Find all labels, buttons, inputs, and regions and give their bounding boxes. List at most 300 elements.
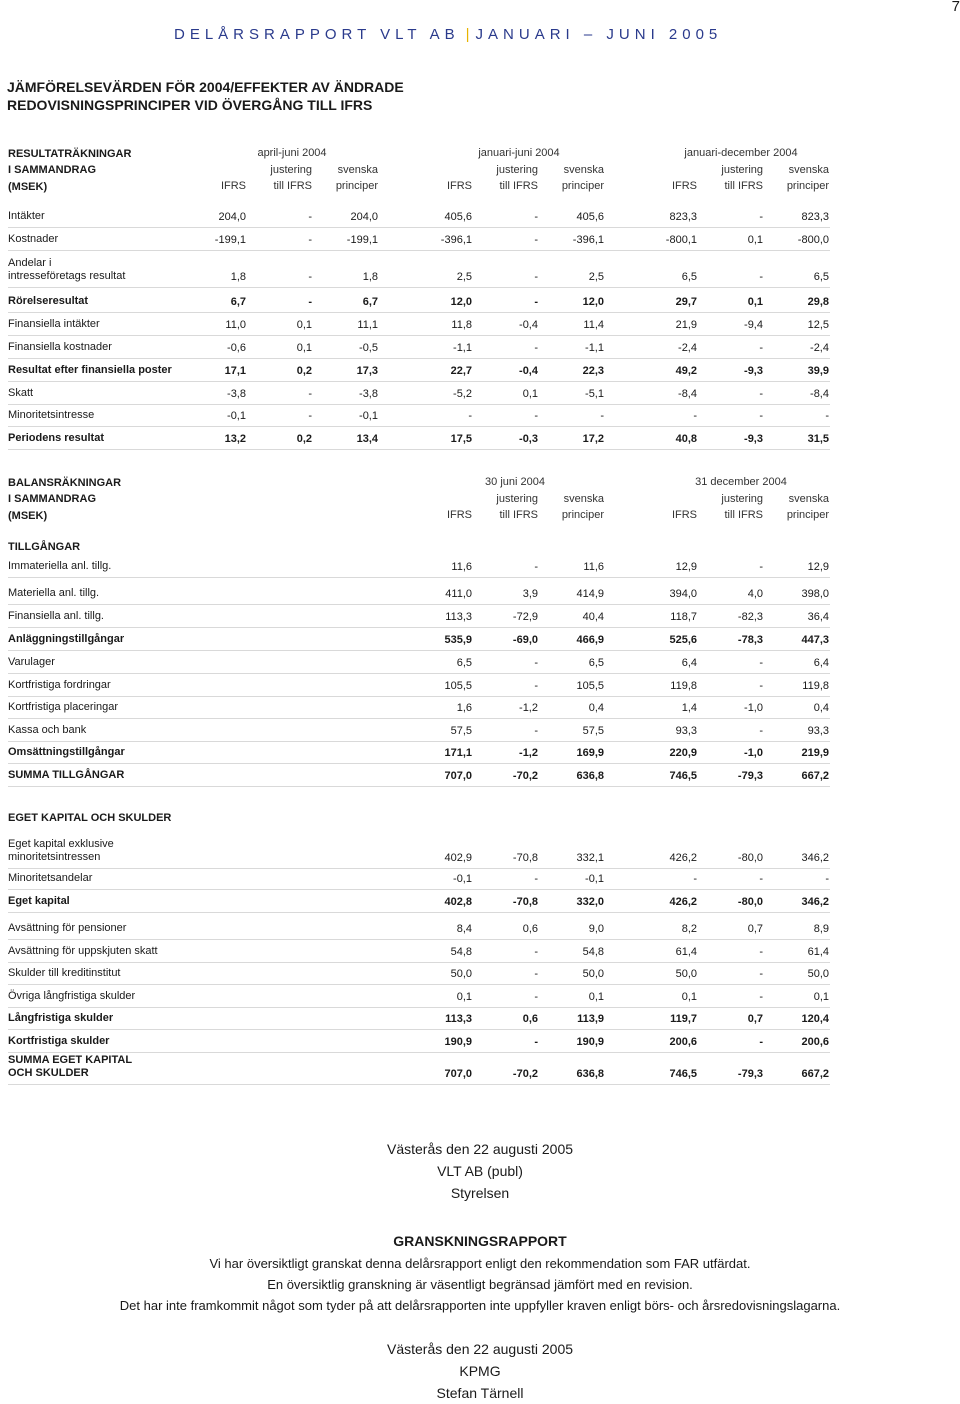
income-col-bottom: principer <box>786 180 829 192</box>
asset-row-label: Omsättningstillgångar <box>8 746 125 758</box>
income-cell: - <box>759 410 763 422</box>
asset-cell: -1,2 <box>519 747 538 759</box>
income-cell: 0,1 <box>296 342 312 354</box>
liability-cell: -80,0 <box>737 852 763 864</box>
asset-cell: 0,4 <box>813 702 829 714</box>
income-cell: 12,5 <box>807 319 829 331</box>
income-col-top: svenska <box>563 164 604 176</box>
liability-row <box>8 1007 830 1030</box>
asset-cell: 93,3 <box>675 725 697 737</box>
liability-row-label: Kortfristiga skulder <box>8 1035 110 1047</box>
liability-cell: 0,1 <box>681 991 697 1003</box>
liability-cell: 120,4 <box>801 1013 829 1025</box>
liability-row <box>8 890 830 913</box>
income-row-label: Andelar i intresseföretags resultat <box>8 257 126 282</box>
income-cell: 22,3 <box>582 365 604 377</box>
liability-cell: 402,9 <box>444 852 472 864</box>
income-cell: 31,5 <box>807 433 829 445</box>
income-cell: 17,3 <box>356 365 378 377</box>
asset-row-label: Finansiella anl. tillg. <box>8 610 104 622</box>
liability-cell: 667,2 <box>801 1068 829 1080</box>
balance-col-bottom: principer <box>561 509 604 521</box>
income-cell: - <box>759 271 763 283</box>
income-cell: - <box>534 234 538 246</box>
balance-col-top: svenska <box>563 493 604 505</box>
liability-cell: - <box>759 968 763 980</box>
liability-cell: - <box>693 873 697 885</box>
income-cell: 6,7 <box>362 296 378 308</box>
asset-cell: 169,9 <box>576 747 604 759</box>
asset-cell: - <box>759 725 763 737</box>
balance-col-bottom: till IFRS <box>499 509 538 521</box>
liability-cell: 113,3 <box>445 1013 472 1025</box>
income-cell: 21,9 <box>675 319 697 331</box>
income-col-bottom: principer <box>561 180 604 192</box>
income-cell: 0,2 <box>296 433 312 445</box>
asset-cell: 0,4 <box>588 702 604 714</box>
liability-cell: 113,9 <box>577 1013 604 1025</box>
income-cell: -2,4 <box>678 342 697 354</box>
liability-row-label: Eget kapital exklusive minoritetsintressen <box>8 838 114 863</box>
liability-row-label: Övriga långfristiga skulder <box>8 990 136 1002</box>
asset-cell: 57,5 <box>582 725 604 737</box>
income-cell: -9,3 <box>744 365 763 377</box>
balance-heading-2: I SAMMANDRAG <box>8 493 96 505</box>
asset-cell: 113,3 <box>445 611 472 623</box>
liability-cell: 0,1 <box>456 991 472 1003</box>
income-cell: -396,1 <box>572 234 604 246</box>
liability-cell: 8,2 <box>681 923 697 935</box>
income-col-bottom: till IFRS <box>499 180 538 192</box>
income-cell: 823,3 <box>801 211 829 223</box>
asset-cell: 6,4 <box>813 657 829 669</box>
income-cell: 17,2 <box>582 433 604 445</box>
income-cell: 12,0 <box>582 296 604 308</box>
asset-cell: -1,0 <box>744 702 763 714</box>
balance-period-label: 31 december 2004 <box>695 476 787 488</box>
liability-cell: 346,2 <box>801 852 829 864</box>
asset-cell: 11,6 <box>583 561 604 573</box>
income-col-top: justering <box>721 164 763 176</box>
income-heading-2: I SAMMANDRAG <box>8 164 96 176</box>
income-cell: -0,6 <box>227 342 246 354</box>
board-signature <box>0 1138 960 1204</box>
asset-cell: 447,3 <box>801 634 829 646</box>
asset-cell: 11,6 <box>451 561 472 573</box>
asset-row-label: Immateriella anl. tillg. <box>8 560 112 572</box>
income-col-top: justering <box>496 164 538 176</box>
income-cell: 0,1 <box>747 234 763 246</box>
income-row <box>8 313 830 336</box>
income-col-bottom: IFRS <box>671 180 697 192</box>
income-row-label: Resultat efter finansiella poster <box>8 364 172 376</box>
income-cell: - <box>759 342 763 354</box>
asset-row <box>8 719 830 742</box>
income-row <box>8 253 830 288</box>
liabilities-title: EGET KAPITAL OCH SKULDER <box>8 812 172 824</box>
liability-cell: - <box>759 873 763 885</box>
income-cell: 0,1 <box>747 296 763 308</box>
title-line-2: REDOVISNINGSPRINCIPER VID ÖVERGÅNG TILL IFRS <box>7 97 373 113</box>
income-cell: 2,5 <box>588 271 604 283</box>
income-cell: -0,4 <box>519 365 538 377</box>
income-cell: 204,0 <box>350 211 378 223</box>
liability-cell: 746,5 <box>669 1068 697 1080</box>
asset-cell: 105,5 <box>576 680 604 692</box>
signature-place-date: Västerås den 22 augusti 2005 <box>386 1141 574 1157</box>
liability-row <box>8 1050 830 1085</box>
liability-cell: 332,0 <box>576 896 604 908</box>
income-cell: 11,0 <box>225 319 246 331</box>
auditor-signature <box>0 1338 960 1404</box>
title-line-1: JÄMFÖRELSEVÄRDEN FÖR 2004/EFFEKTER AV ÄNDRADE <box>7 79 404 95</box>
liability-cell: 54,8 <box>450 946 472 958</box>
asset-cell: 1,4 <box>681 702 697 714</box>
income-row-label: Skatt <box>8 387 34 399</box>
income-cell: -0,3 <box>519 433 538 445</box>
asset-cell: - <box>759 680 763 692</box>
income-cell: - <box>468 410 472 422</box>
liability-cell: 426,2 <box>669 896 697 908</box>
income-col-bottom: IFRS <box>220 180 246 192</box>
asset-cell: -72,9 <box>512 611 538 623</box>
liability-cell: -0,1 <box>453 873 472 885</box>
asset-cell: 40,4 <box>582 611 604 623</box>
liability-cell: 50,0 <box>675 968 697 980</box>
asset-cell: 119,8 <box>670 680 697 692</box>
income-cell: 13,2 <box>224 433 246 445</box>
income-col-top: svenska <box>788 164 829 176</box>
review-line-1: Vi har översiktligt granskat denna delårsrapport enligt den rekommendation som FAR utfärdat. <box>209 1256 751 1271</box>
asset-cell: 219,9 <box>801 747 829 759</box>
income-heading-1: RESULTATRÄKNINGAR <box>8 148 132 160</box>
asset-cell: - <box>534 561 538 573</box>
liability-cell: 0,7 <box>747 923 763 935</box>
balance-col-bottom: till IFRS <box>724 509 763 521</box>
asset-row-label: Kortfristiga placeringar <box>8 701 119 713</box>
income-cell: - <box>600 410 604 422</box>
income-cell: -800,0 <box>797 234 829 246</box>
income-cell: -199,1 <box>214 234 246 246</box>
income-cell: - <box>534 271 538 283</box>
liability-cell: 8,4 <box>456 923 472 935</box>
income-cell: 0,2 <box>296 365 312 377</box>
asset-cell: 6,5 <box>588 657 604 669</box>
signature-company: VLT AB (publ) <box>437 1163 523 1179</box>
liability-cell: - <box>534 1036 538 1048</box>
liability-cell: 190,9 <box>444 1036 472 1048</box>
income-cell: -9,4 <box>744 319 763 331</box>
asset-cell: 220,9 <box>669 747 697 759</box>
income-cell: 6,7 <box>230 296 246 308</box>
auditor-place-date: Västerås den 22 augusti 2005 <box>386 1341 574 1357</box>
income-cell: - <box>759 211 763 223</box>
liability-cell: - <box>825 873 829 885</box>
asset-cell: 411,0 <box>445 588 472 600</box>
liability-cell: -70,8 <box>512 852 538 864</box>
income-cell: 40,8 <box>675 433 697 445</box>
liability-cell: 50,0 <box>807 968 829 980</box>
balance-heading-1: BALANSRÄKNINGAR <box>8 477 122 489</box>
asset-cell: - <box>534 657 538 669</box>
liability-cell: 200,6 <box>669 1036 697 1048</box>
liability-cell: 707,0 <box>444 1068 472 1080</box>
liability-cell: 332,1 <box>576 852 604 864</box>
income-heading-3: (MSEK) <box>8 181 48 193</box>
liability-cell: - <box>534 991 538 1003</box>
liability-cell: -79,3 <box>737 1068 763 1080</box>
header-right: JANUARI – JUNI 2005 <box>475 26 723 43</box>
liability-cell: 119,7 <box>670 1013 697 1025</box>
income-cell: 11,8 <box>451 319 472 331</box>
income-cell: - <box>308 211 312 223</box>
income-cell: 405,6 <box>576 211 604 223</box>
asset-row <box>8 764 830 787</box>
balance-period-label: 30 juni 2004 <box>485 476 545 488</box>
income-cell: - <box>534 211 538 223</box>
asset-row <box>8 651 830 674</box>
page-number: 7 <box>951 0 960 15</box>
liability-cell: - <box>759 1036 763 1048</box>
income-row-label: Finansiella intäkter <box>8 318 100 330</box>
income-row <box>8 359 830 382</box>
review-title: GRANSKNINGSRAPPORT <box>393 1233 567 1249</box>
asset-cell: 636,8 <box>576 770 604 782</box>
liability-cell: - <box>534 873 538 885</box>
income-cell: - <box>534 296 538 308</box>
income-row-label: Minoritetsintresse <box>8 409 95 421</box>
asset-row-label: Materiella anl. tillg. <box>8 587 100 599</box>
income-cell: - <box>308 388 312 400</box>
asset-cell: 707,0 <box>444 770 472 782</box>
income-cell: -800,1 <box>665 234 697 246</box>
liability-cell: - <box>534 946 538 958</box>
asset-cell: - <box>759 561 763 573</box>
income-cell: -0,1 <box>227 410 246 422</box>
income-col-bottom: principer <box>335 180 378 192</box>
asset-cell: 535,9 <box>444 634 472 646</box>
income-row <box>8 404 830 427</box>
asset-cell: 466,9 <box>576 634 604 646</box>
asset-row <box>8 696 830 719</box>
income-cell: - <box>308 296 312 308</box>
income-cell: -8,4 <box>678 388 697 400</box>
liability-cell: 0,6 <box>522 923 538 935</box>
income-cell: 1,8 <box>230 271 246 283</box>
review-line-2: En översiktlig granskning är väsentligt begränsad jämfört med en revision. <box>267 1277 693 1292</box>
asset-cell: 4,0 <box>747 588 763 600</box>
asset-cell: -78,3 <box>737 634 763 646</box>
liability-cell: 61,4 <box>807 946 829 958</box>
liability-cell: -70,2 <box>512 1068 538 1080</box>
asset-cell: 36,4 <box>807 611 829 623</box>
asset-cell: - <box>534 725 538 737</box>
income-cell: 13,4 <box>356 433 378 445</box>
balance-col-top: justering <box>496 493 538 505</box>
asset-row <box>8 605 830 628</box>
liability-cell: -70,8 <box>512 896 538 908</box>
income-row <box>8 205 830 228</box>
liability-cell: 0,6 <box>522 1013 538 1025</box>
income-cell: 6,5 <box>681 271 697 283</box>
income-cell: - <box>308 271 312 283</box>
liability-row <box>8 867 830 890</box>
income-cell: - <box>308 234 312 246</box>
asset-cell: -70,2 <box>512 770 538 782</box>
liability-cell: 50,0 <box>450 968 472 980</box>
income-col-bottom: till IFRS <box>724 180 763 192</box>
income-cell: -0,1 <box>359 410 378 422</box>
balance-col-top: svenska <box>788 493 829 505</box>
liability-row <box>8 940 830 963</box>
asset-cell: 398,0 <box>801 588 829 600</box>
income-cell: 6,5 <box>813 271 829 283</box>
balance-col-bottom: principer <box>786 509 829 521</box>
income-cell: 29,7 <box>675 296 697 308</box>
income-cell: - <box>693 410 697 422</box>
auditor-name: Stefan Tärnell <box>436 1385 524 1401</box>
liability-row <box>8 962 830 985</box>
liability-cell: 50,0 <box>582 968 604 980</box>
income-cell: - <box>825 410 829 422</box>
asset-row <box>8 741 830 764</box>
asset-row <box>8 674 830 697</box>
asset-cell: 57,5 <box>450 725 472 737</box>
liability-row-label: SUMMA EGET KAPITAL OCH SKULDER <box>8 1054 133 1079</box>
income-cell: 49,2 <box>675 365 697 377</box>
liability-cell: 9,0 <box>588 923 604 935</box>
income-cell: 0,1 <box>522 388 538 400</box>
income-cell: -3,8 <box>227 388 246 400</box>
asset-row-label: Kortfristiga fordringar <box>8 679 111 691</box>
income-row <box>8 382 830 405</box>
income-col-top: svenska <box>337 164 378 176</box>
auditor-firm: KPMG <box>459 1363 501 1379</box>
liability-cell: 0,1 <box>813 991 829 1003</box>
asset-cell: 525,6 <box>669 634 697 646</box>
income-cell: -0,5 <box>359 342 378 354</box>
asset-row-label: Anläggningstillgångar <box>8 633 125 645</box>
asset-cell: -69,0 <box>512 634 538 646</box>
asset-cell: 394,0 <box>669 588 697 600</box>
liability-row <box>8 834 830 869</box>
asset-cell: 12,9 <box>807 561 829 573</box>
income-row <box>8 228 830 251</box>
asset-cell: 746,5 <box>669 770 697 782</box>
income-cell: -199,1 <box>346 234 378 246</box>
income-row-label: Periodens resultat <box>8 432 104 444</box>
header-left: DELÅRSRAPPORT VLT AB <box>174 26 460 43</box>
asset-row-label: SUMMA TILLGÅNGAR <box>8 769 125 781</box>
asset-cell: 171,1 <box>444 747 472 759</box>
asset-cell: -79,3 <box>737 770 763 782</box>
income-cell: 405,6 <box>444 211 472 223</box>
income-cell: 22,7 <box>450 365 472 377</box>
asset-row <box>8 555 830 578</box>
liability-row-label: Långfristiga skulder <box>8 1012 114 1024</box>
header-separator: | <box>465 26 470 43</box>
income-cell: 11,1 <box>357 319 378 331</box>
income-cell: 17,1 <box>224 365 246 377</box>
income-cell: - <box>308 410 312 422</box>
asset-cell: -1,2 <box>519 702 538 714</box>
income-cell: -1,1 <box>453 342 472 354</box>
liability-row-label: Avsättning för pensioner <box>8 922 127 934</box>
assets-title: TILLGÅNGAR <box>8 541 81 553</box>
income-row <box>8 427 830 450</box>
liability-cell: 54,8 <box>582 946 604 958</box>
liability-cell: 8,9 <box>813 923 829 935</box>
income-cell: 17,5 <box>450 433 472 445</box>
asset-cell: 105,5 <box>444 680 472 692</box>
liability-row-label: Minoritetsandelar <box>8 872 93 884</box>
income-cell: -5,1 <box>585 388 604 400</box>
liability-row <box>8 917 830 940</box>
income-row-label: Rörelseresultat <box>8 295 89 307</box>
asset-cell: - <box>534 680 538 692</box>
income-cell: -396,1 <box>440 234 472 246</box>
asset-row <box>8 582 830 605</box>
liability-cell: 200,6 <box>801 1036 829 1048</box>
income-cell: 0,1 <box>296 319 312 331</box>
asset-cell: 93,3 <box>807 725 829 737</box>
asset-cell: 118,7 <box>670 611 697 623</box>
asset-cell: -1,0 <box>744 747 763 759</box>
income-cell: - <box>759 388 763 400</box>
asset-cell: 119,8 <box>802 680 829 692</box>
income-row-label: Kostnader <box>8 233 59 245</box>
income-cell: - <box>534 410 538 422</box>
liability-row-label: Eget kapital <box>8 895 70 907</box>
liability-cell: 636,8 <box>576 1068 604 1080</box>
asset-cell: 414,9 <box>576 588 604 600</box>
income-row-label: Intäkter <box>8 210 45 222</box>
income-cell: -3,8 <box>359 388 378 400</box>
income-cell: -5,2 <box>453 388 472 400</box>
income-cell: 823,3 <box>669 211 697 223</box>
balance-col-bottom: IFRS <box>671 509 697 521</box>
income-cell: 12,0 <box>450 296 472 308</box>
income-cell: 204,0 <box>218 211 246 223</box>
liability-cell: 0,7 <box>747 1013 763 1025</box>
asset-row-label: Varulager <box>8 656 55 668</box>
balance-heading-3: (MSEK) <box>8 510 48 522</box>
page-title <box>7 78 404 114</box>
asset-cell: - <box>759 657 763 669</box>
asset-row-label: Kassa och bank <box>8 724 87 736</box>
income-cell: -1,1 <box>585 342 604 354</box>
income-cell: 11,4 <box>583 319 604 331</box>
income-period-label: januari-december 2004 <box>684 147 798 159</box>
liability-cell: 426,2 <box>669 852 697 864</box>
balance-col-bottom: IFRS <box>446 509 472 521</box>
income-cell: 2,5 <box>456 271 472 283</box>
income-col-bottom: IFRS <box>446 180 472 192</box>
liability-cell: -80,0 <box>737 896 763 908</box>
asset-row <box>8 628 830 651</box>
income-cell: -8,4 <box>810 388 829 400</box>
liability-cell: -0,1 <box>585 873 604 885</box>
income-period-label: april-juni 2004 <box>257 147 327 159</box>
review-text <box>0 1253 960 1316</box>
income-cell: -2,4 <box>810 342 829 354</box>
income-cell: 39,9 <box>807 365 829 377</box>
income-row-label: Finansiella kostnader <box>8 341 112 353</box>
income-cell: -9,3 <box>744 433 763 445</box>
liability-cell: 0,1 <box>588 991 604 1003</box>
income-col-bottom: till IFRS <box>273 180 312 192</box>
report-header <box>174 26 722 43</box>
